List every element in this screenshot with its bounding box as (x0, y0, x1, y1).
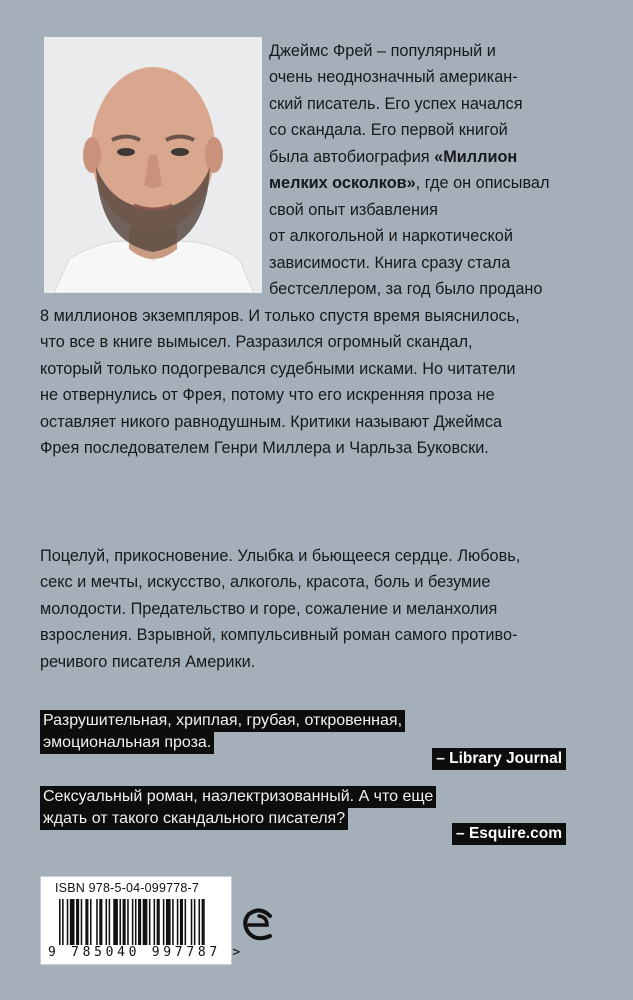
barcode-bar (99, 899, 102, 945)
barcode-digits: 9 785040 997787 > (48, 945, 244, 960)
bio-line: который только подогревался судебными исками. Но читатели (40, 360, 516, 378)
bio-line: оставляет никого равнодушным. Критики называют Джеймса (40, 413, 503, 431)
quote-text-line: эмоциональная проза. (40, 732, 214, 754)
summary-line: молодости. Предательство и горе, сожаление и меланхолия (40, 600, 498, 618)
barcode-bar (166, 899, 171, 945)
barcode-bar (135, 899, 137, 945)
barcode-bar (127, 899, 129, 945)
barcode-bar (185, 899, 187, 945)
barcode-bars (59, 899, 221, 945)
bio-line: Джеймс Фрей – популярный и (269, 42, 496, 60)
barcode-bar (172, 899, 174, 945)
barcode-bar (109, 899, 111, 945)
barcode-bar (62, 899, 64, 945)
barcode-bar (96, 899, 98, 945)
barcode-bar (177, 899, 179, 945)
barcode-bar (199, 899, 201, 945)
author-photo (44, 37, 262, 293)
barcode-bar (132, 899, 134, 945)
barcode-bar (123, 899, 126, 945)
barcode-bar (194, 899, 196, 945)
barcode-bar (191, 899, 193, 945)
bio-line: что все в книге вымысел. Разразился огромный скандал, (40, 333, 473, 351)
summary-line: Поцелуй, прикосновение. Улыбка и бьющееся сердце. Любовь, (40, 547, 521, 565)
isbn-label: ISBN 978-5-04-099778-7 (55, 881, 200, 895)
bio-line: мелких осколков», где он описывал (269, 174, 550, 192)
barcode-bar (202, 899, 205, 945)
barcode-bar (154, 899, 156, 945)
barcode-bar (70, 899, 75, 945)
barcode-bar (157, 899, 160, 945)
summary-line: речивого писателя Америки. (40, 653, 256, 671)
summary-line: взросления. Взрывной, компульсивный роман самого противо- (40, 626, 518, 644)
summary-line: секс и мечты, искусство, алкоголь, красота, боль и безумие (40, 573, 491, 591)
barcode-bar (67, 899, 69, 945)
bio-line: была автобиография «Миллион (269, 148, 518, 166)
bio-line: не отвернулись от Фрея, потому что его искренняя проза не (40, 386, 495, 404)
quote-source: – Library Journal (432, 748, 566, 770)
bio-line: от алкогольной и наркотической (269, 227, 513, 245)
bio-line: Фрея последователем Генри Миллера и Чарльза Буковски. (40, 439, 489, 457)
bio-line: свой опыт избавления (269, 201, 438, 219)
barcode-bar (85, 899, 88, 945)
quote-text-line: Сексуальный роман, наэлектризованный. А что еще (40, 786, 436, 808)
bio-line: со скандала. Его первой книгой (269, 121, 508, 139)
barcode-bar (59, 899, 61, 945)
bio-line: бестселлером, за год было продано (269, 280, 543, 298)
barcode-bar (180, 899, 183, 945)
book-title: мелких осколков» (269, 174, 416, 192)
bio-line: очень неоднозначный американ- (269, 68, 518, 86)
publisher-logo-icon (240, 904, 276, 944)
quote-text-line: Разрушительная, хриплая, грубая, откровенная, (40, 710, 405, 732)
barcode-bar (143, 899, 148, 945)
barcode-bar (90, 899, 92, 945)
barcode-bar (81, 899, 83, 945)
quote-text-line: ждать от такого скандального писателя? (40, 808, 348, 830)
bio-line: 8 миллионов экземпляров. И только спустя время выяснилось, (40, 307, 520, 325)
book-title: «Миллион (434, 148, 518, 166)
bio-line: зависимости. Книга сразу стала (269, 254, 511, 272)
barcode-bar (76, 899, 79, 945)
bio-line: ский писатель. Его успех начался (269, 95, 523, 113)
barcode-bar (163, 899, 165, 945)
isbn-barcode (40, 876, 244, 965)
barcode-bar (106, 899, 108, 945)
quote-source: – Esquire.com (452, 823, 566, 845)
barcode-bar (119, 899, 121, 945)
barcode-bar (149, 899, 151, 945)
barcode-bar (113, 899, 118, 945)
barcode-bar (138, 899, 141, 945)
